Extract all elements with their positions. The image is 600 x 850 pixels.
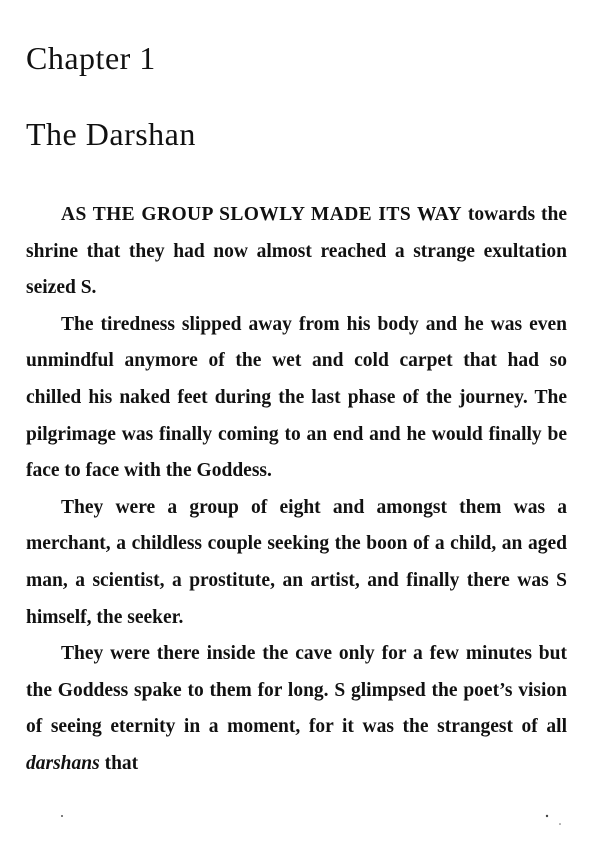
chapter-title: The Darshan	[26, 116, 196, 152]
opening-small-caps: AS THE GROUP SLOWLY MADE ITS WAY	[61, 204, 462, 225]
chapter-number: Chapter 1	[26, 40, 156, 76]
paragraph-1-text: towards the shrine that they had now almost reached a strange exultation seized S.	[26, 204, 567, 299]
paragraph-4-text-end: that	[99, 752, 139, 774]
paragraph-1	[26, 197, 567, 307]
paragraph-3: They were a group of eight and amongst them was a merchant, a childless couple seeking the boon of a child, an aged man, a scientist, a prostitute, an artist, and finally there was S himself, the seeker.	[26, 496, 567, 628]
italic-word: darshans	[26, 752, 100, 774]
paragraph-4	[26, 636, 567, 782]
chapter-body	[26, 197, 567, 783]
paragraph-4-text-start: They were there inside the cave only for a few minutes but the Goddess spake to them for long. S glimpsed the poet’s vision of seeing eternity in a moment, for it was the strangest of all	[26, 643, 567, 738]
scan-specks	[0, 812, 600, 842]
paragraph-2: The tiredness slipped away from his body and he was even unmindful anymore of the wet and cold carpet that had so chilled his naked feet during the last phase of the journey. The pilgrimage was finally coming to an end and he would finally be face to face with the Goddess.	[26, 313, 567, 482]
